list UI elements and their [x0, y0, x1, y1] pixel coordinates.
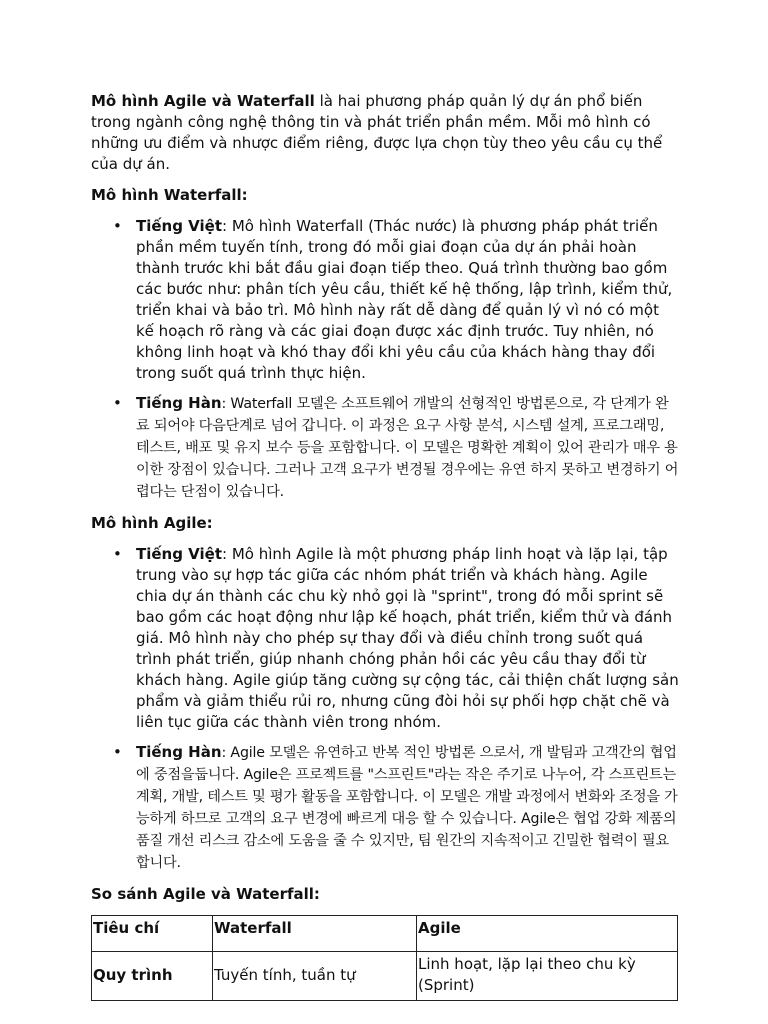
agile-heading: Mô hình Agile:	[91, 514, 213, 532]
intro-text: là hai phương pháp quản lý dự án phổ biến trong ngành công nghệ thông tin và phát triển phần mềm. Mỗi mô hình có những ưu điểm và nhược điểm riêng, được lựa chọn tùy theo yêu cầu cụ thể của dự án.	[91, 92, 663, 173]
item-text: : Mô hình Agile là một phương pháp linh hoạt và lặp lại, tập trung vào sự hợp tác giữa các nhóm phát triển và khách hàng. Agile chia dự án thành các chu kỳ nhỏ gọi là "sprint", trong đó mỗi sprint sẽ bao gồm các hoạt động như lập kế hoạch, phát triển, kiểm thử và đánh giá. Mô hình này cho phép sự thay đổi và điều chỉnh trong suốt quá trình phát triển, giúp nhanh chóng phản hồi các yêu cầu thay đổi từ khách hàng. Agile giúp tăng cường sự cộng tác, cải thiện chất lượng sản phẩm và giảm thiểu rủi ro, nhưng cũng đòi hỏi sự phối hợp chặt chẽ và liên tục giữa các thành viên trong nhóm.	[136, 545, 679, 731]
bullet-icon: •	[113, 394, 122, 412]
waterfall-list	[91, 216, 681, 503]
document-page	[91, 91, 681, 1001]
table-row	[92, 952, 678, 1001]
waterfall-heading: Mô hình Waterfall:	[91, 186, 248, 204]
item-text: : Waterfall 모델은 소프트웨어 개발의 선형적인 방법론으로, 각 단계가 완료 되어야 다음단계로 넘어 갑니다. 이 과정은 요구 사항 분석, 시스템 설계, 프로그래밍, 테스트, 배포 및 유지 보수 등을 포함합니다. 이 모델은 명확한 계획이 있어 관리가 매우 용이한 장점이 있습니다. 그러나 고객 요구가 변경될 경우에는 유연 하지 못하고 변경하기 어렵다는 단점이 있습니다.	[136, 396, 679, 500]
table-header-row	[92, 916, 678, 952]
agile-item-korean	[91, 742, 681, 874]
column-header-agile: Agile	[417, 916, 678, 952]
language-label: Tiếng Việt	[136, 217, 223, 235]
table-cell-criteria: Quy trình	[92, 952, 213, 1001]
language-label: Tiếng Hàn	[136, 743, 222, 761]
bullet-icon: •	[113, 743, 122, 761]
agile-list	[91, 544, 681, 874]
agile-item-vietnamese	[91, 544, 681, 733]
waterfall-item-vietnamese	[91, 216, 681, 384]
intro-paragraph	[91, 91, 681, 175]
comparison-heading: So sánh Agile và Waterfall:	[91, 885, 320, 903]
table-cell-agile: Linh hoạt, lặp lại theo chu kỳ (Sprint)	[417, 952, 678, 1001]
waterfall-item-korean	[91, 393, 681, 503]
item-text: : Mô hình Waterfall (Thác nước) là phương pháp phát triển phần mềm tuyến tính, trong đó mỗi giai đoạn của dự án phải hoàn thành trước khi bắt đầu giai đoạn tiếp theo. Quá trình thường bao gồm các bước như: phân tích yêu cầu, thiết kế hệ thống, lập trình, kiểm thử, triển khai và bảo trì. Mô hình này rất dễ dàng để quản lý vì nó có một kế hoạch rõ ràng và các giai đoạn được xác định trước. Tuy nhiên, nó không linh hoạt và khó thay đổi khi yêu cầu của khách hàng thay đổi trong suốt quá trình thực hiện.	[136, 217, 673, 382]
item-text: : Agile 모델은 유연하고 반복 적인 방법론 으로서, 개 발팀과 고객간의 협업에 중점을둡니다. Agile은 프로젝트를 "스프린트"라는 작은 주기로 나누어, 각 스프린트는 계획, 개발, 테스트 및 평가 활동을 포함합니다. 이 모델은 개발 과정에서 변화와 조정을 가능하게 하므로 고객의 요구 변경에 빠르게 대응 할 수 있습니다. Agile은 협업 강화 제품의 품질 개선 리스크 감소에 도움을 줄 수 있지만, 팀 원간의 지속적이고 긴밀한 협력이 필요합니다.	[136, 745, 678, 871]
table-cell-waterfall: Tuyến tính, tuần tự	[213, 952, 417, 1001]
column-header-waterfall: Waterfall	[213, 916, 417, 952]
bullet-icon: •	[113, 545, 122, 563]
column-header-criteria: Tiêu chí	[92, 916, 213, 952]
comparison-table	[91, 915, 678, 1001]
bullet-icon: •	[113, 217, 122, 235]
intro-bold-lead: Mô hình Agile và Waterfall	[91, 92, 315, 110]
language-label: Tiếng Hàn	[136, 394, 222, 412]
language-label: Tiếng Việt	[136, 545, 223, 563]
